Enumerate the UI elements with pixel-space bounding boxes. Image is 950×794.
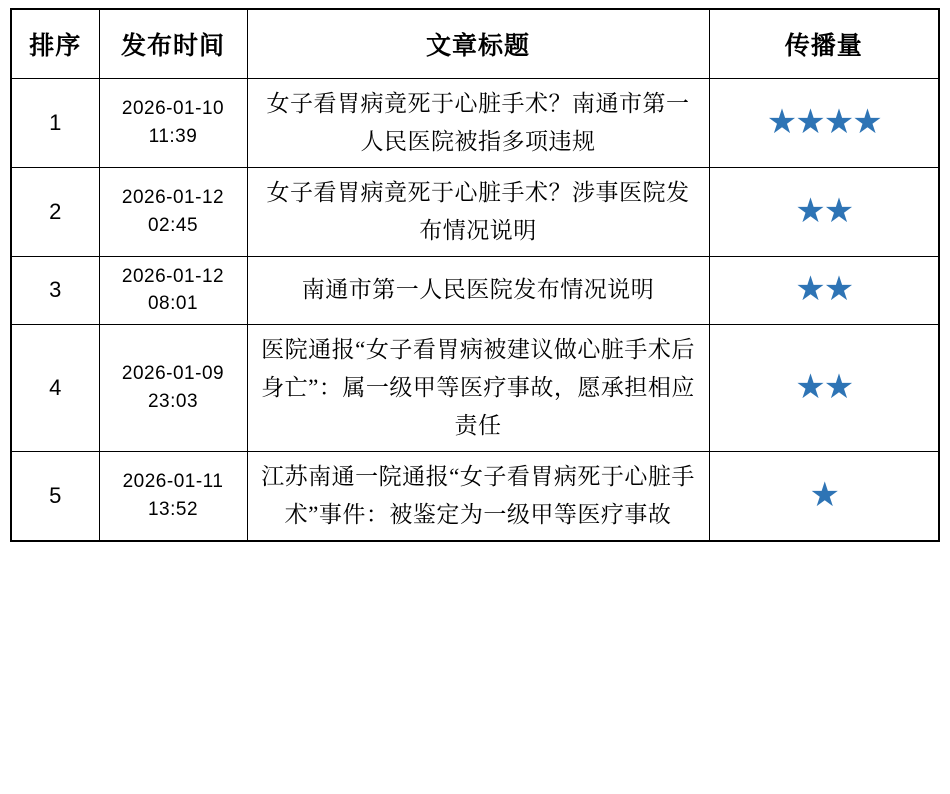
cell-publish-time — [99, 167, 247, 256]
publish-clock: 08:01 — [147, 293, 199, 315]
star-icon: ★ — [823, 271, 853, 309]
table-row — [11, 79, 939, 168]
cell-article-title: 江苏南通一院通报“女子看胃病死于心脏手术”事件：被鉴定为一级甲等医疗事故 — [247, 451, 709, 540]
star-rating — [809, 476, 838, 514]
table-row — [11, 256, 939, 324]
cell-article-title: 医院通报“女子看胃病被建议做心脏手术后身亡”：属一级甲等医疗事故，愿承担相应责任 — [247, 324, 709, 451]
publish-date: 2026-01-09 — [121, 363, 225, 385]
star-icon: ★ — [795, 271, 824, 309]
cell-rank: 3 — [11, 256, 99, 324]
star-icon: ★ — [823, 192, 853, 230]
publish-date: 2026-01-12 — [121, 187, 225, 209]
cell-rank: 1 — [11, 79, 99, 168]
star-icon: ★ — [823, 103, 853, 141]
cell-spread-volume — [709, 79, 939, 168]
cell-spread-volume — [709, 451, 939, 540]
cell-publish-time — [99, 79, 247, 168]
cell-article-title: 女子看胃病竟死于心脏手术？南通市第一人民医院被指多项违规 — [247, 79, 709, 168]
star-icon: ★ — [795, 368, 824, 406]
star-icon: ★ — [795, 103, 824, 141]
cell-spread-volume — [709, 324, 939, 451]
star-rating — [766, 103, 881, 141]
table-header-row — [11, 9, 939, 79]
star-icon: ★ — [766, 103, 796, 141]
article-ranking-table — [10, 8, 940, 542]
cell-publish-time — [99, 324, 247, 451]
publish-date: 2026-01-12 — [121, 265, 225, 287]
publish-date: 2026-01-10 — [121, 98, 225, 120]
column-header-article-title: 文章标题 — [247, 9, 709, 79]
table-row — [11, 167, 939, 256]
cell-rank: 4 — [11, 324, 99, 451]
star-icon: ★ — [795, 192, 824, 230]
table-row — [11, 451, 939, 540]
star-rating — [795, 192, 853, 230]
star-rating — [795, 368, 853, 406]
publish-clock: 02:45 — [147, 214, 199, 236]
table-header — [11, 9, 939, 79]
cell-publish-time — [99, 256, 247, 324]
table-body — [11, 79, 939, 541]
publish-clock: 11:39 — [148, 125, 198, 147]
cell-rank: 5 — [11, 451, 99, 540]
cell-article-title: 南通市第一人民医院发布情况说明 — [247, 256, 709, 324]
cell-spread-volume — [709, 167, 939, 256]
star-icon: ★ — [823, 368, 853, 406]
cell-article-title: 女子看胃病竟死于心脏手术？涉事医院发布情况说明 — [247, 167, 709, 256]
column-header-rank: 排序 — [11, 9, 99, 79]
publish-clock: 13:52 — [147, 498, 199, 520]
star-icon: ★ — [852, 103, 881, 141]
publish-date: 2026-01-11 — [122, 471, 224, 493]
table-row — [11, 324, 939, 451]
cell-spread-volume — [709, 256, 939, 324]
star-icon: ★ — [809, 476, 838, 514]
column-header-publish-time: 发布时间 — [99, 9, 247, 79]
star-rating — [795, 273, 852, 307]
publish-clock: 23:03 — [147, 390, 199, 412]
column-header-spread-volume: 传播量 — [709, 9, 939, 79]
cell-publish-time — [99, 451, 247, 540]
cell-rank: 2 — [11, 167, 99, 256]
